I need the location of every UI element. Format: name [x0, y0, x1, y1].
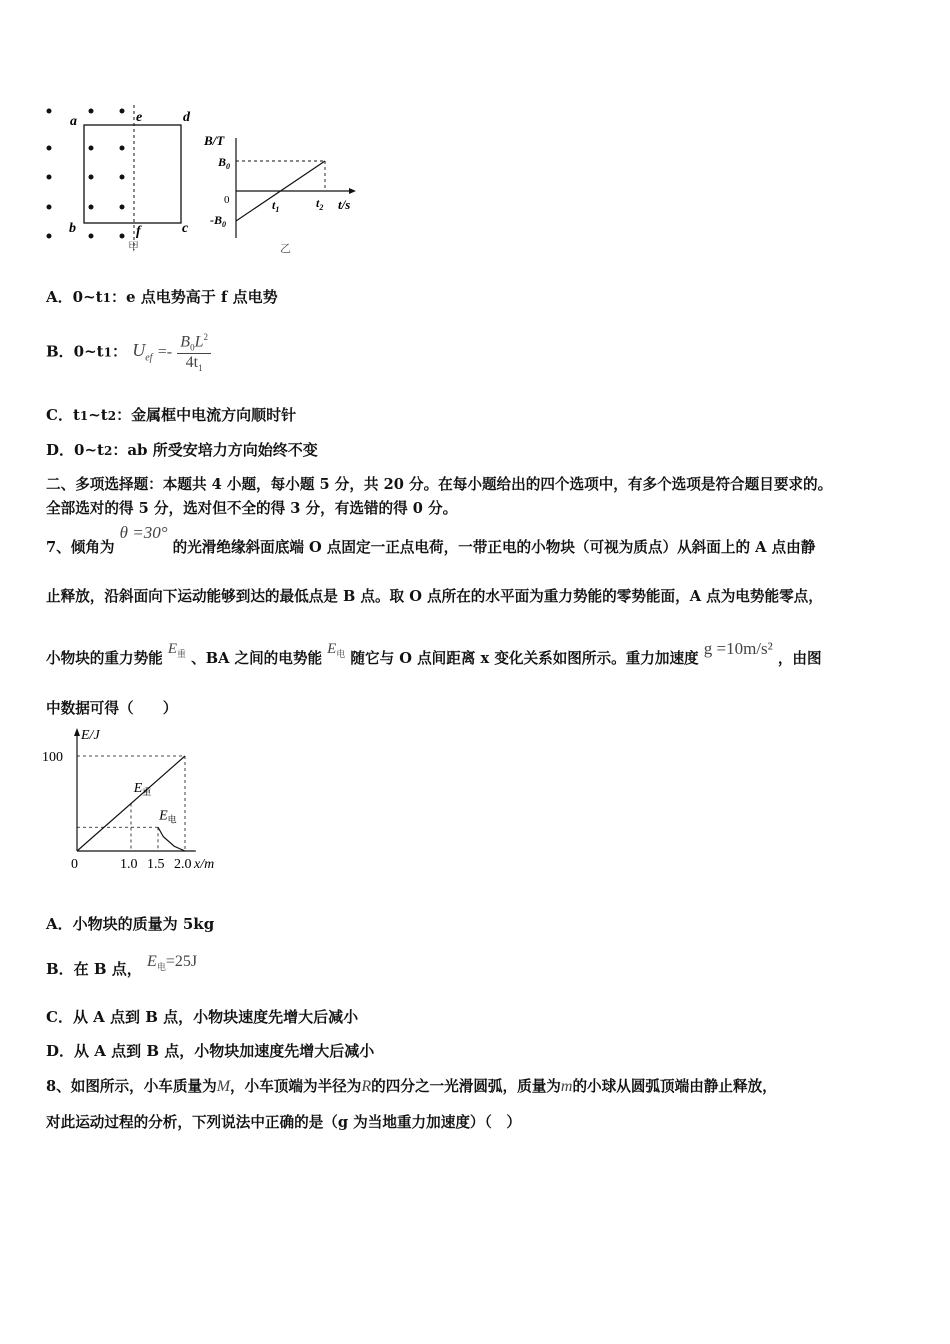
q7-option-c: C．从 A 点到 B 点，小物块速度先增大后减小	[46, 1008, 359, 1026]
label-a: a	[70, 114, 77, 129]
field-dot	[47, 109, 52, 114]
q7-line1: 7、倾角为 θ =30° 的光滑绝缘斜面底端 O 点固定一正点电荷，一带正电的小物块（可视为质点）从斜面上的 A 点由静	[46, 523, 816, 556]
q6-option-c: C．t1~t2：金属框中电流方向顺时针	[46, 406, 297, 424]
q8-line1: 8、如图所示，小车质量为M，小车顶端为半径为R的四分之一光滑圆弧，质量为m的小球从圆弧顶端由静止释放，	[46, 1078, 777, 1095]
neg-b0-label: $-B_0$	[210, 213, 226, 229]
figure-caption-jia: 甲	[128, 241, 139, 253]
series-label-e-grav: $E_重$	[133, 781, 152, 798]
figure-caption-yi: 乙	[280, 243, 291, 255]
y-axis-label: E/J	[81, 728, 100, 743]
q7-line4: 中数据可得（ ）	[46, 700, 178, 717]
section-2-line2: 全部选对的得 5 分，选对但不全的得 3 分，有选错的得 0 分。	[46, 500, 458, 517]
q7-energy-chart	[40, 725, 240, 880]
formula-fraction: $\frac{B_0L^2}{4t_1}$	[177, 332, 211, 373]
x-axis-arrow	[349, 188, 356, 194]
t2-label: $t_2$	[316, 196, 324, 212]
x-tick-label: 1.5	[147, 857, 165, 872]
section-2-line1: 二、多项选择题：本题共 4 小题，每小题 5 分，共 20 分。在每小题给出的四个选项中，有多个选项是符合题目要求的。	[46, 476, 833, 493]
y-axis-arrow	[74, 728, 80, 736]
field-dot	[120, 175, 125, 180]
q7-line3: 小物块的重力势能 $E_重$ 、BA 之间的电势能 $E_电$ 随它与 O 点间距离 x 变化关系如图所示。重力加速度 g =10m/s² ，由图	[46, 639, 822, 667]
theta-formula: θ =30°	[119, 523, 168, 542]
q7-option-d: D．从 A 点到 B 点，小物块加速度先增大后减小	[46, 1042, 375, 1060]
x-tick-label: 2.0	[174, 857, 192, 872]
field-dot	[89, 205, 94, 210]
figure-yi	[200, 128, 370, 258]
field-dot	[89, 175, 94, 180]
field-dot	[89, 146, 94, 151]
x-axis-label: t/s	[338, 197, 351, 212]
magnetic-field-dots	[47, 109, 125, 239]
field-dot	[89, 234, 94, 239]
q8-line2: 对此运动过程的分析，下列说法中正确的是（g 为当地重力加速度）（ ）	[46, 1114, 521, 1131]
t1-label: $t_1$	[272, 198, 280, 214]
label-d: d	[183, 110, 190, 125]
field-dot	[120, 146, 125, 151]
field-dot	[47, 175, 52, 180]
q6-option-a: A．0~t1：e 点电势高于 f 点电势	[46, 288, 278, 306]
origin-label: 0	[224, 194, 230, 206]
x-tick-label: 0	[71, 857, 78, 872]
x-axis-label: x/m	[194, 857, 215, 872]
label-e: e	[136, 110, 143, 125]
y-axis-label: B/T	[204, 133, 225, 148]
field-dot	[47, 234, 52, 239]
series-line-e-grav	[77, 756, 185, 851]
q7-line2: 止释放，沿斜面向下运动能够到达的最低点是 B 点。取 O 点所在的水平面为重力势能的零势能面，A 点为电势能零点，	[46, 588, 823, 605]
figure-jia	[40, 100, 200, 260]
label-f: f	[136, 224, 141, 239]
field-dot	[47, 146, 52, 151]
field-dot	[120, 234, 125, 239]
field-dot	[89, 109, 94, 114]
x-tick-label: 1.0	[120, 857, 138, 872]
y-tick-label: 100	[42, 750, 63, 765]
label-c: c	[182, 221, 189, 236]
q6-option-d: D．0~t2：ab 所受安培力方向始终不变	[46, 441, 318, 459]
q6-option-b: B．0~t1： $U_{ef}$ =- $\frac{B_0L^2}{4t_1}$	[46, 332, 211, 373]
label-b: b	[69, 221, 76, 236]
series-line-e-elec	[158, 827, 185, 851]
metal-frame	[84, 125, 181, 223]
field-dot	[120, 109, 125, 114]
b0-label: $B_0$	[218, 155, 231, 171]
field-dot	[47, 205, 52, 210]
series-label-e-elec: $E_电$	[159, 808, 177, 825]
q7-option-b: B．在 B 点， $E_电=25J$	[46, 953, 198, 978]
field-dot	[120, 205, 125, 210]
q7-option-a: A．小物块的质量为 5kg	[46, 915, 215, 933]
